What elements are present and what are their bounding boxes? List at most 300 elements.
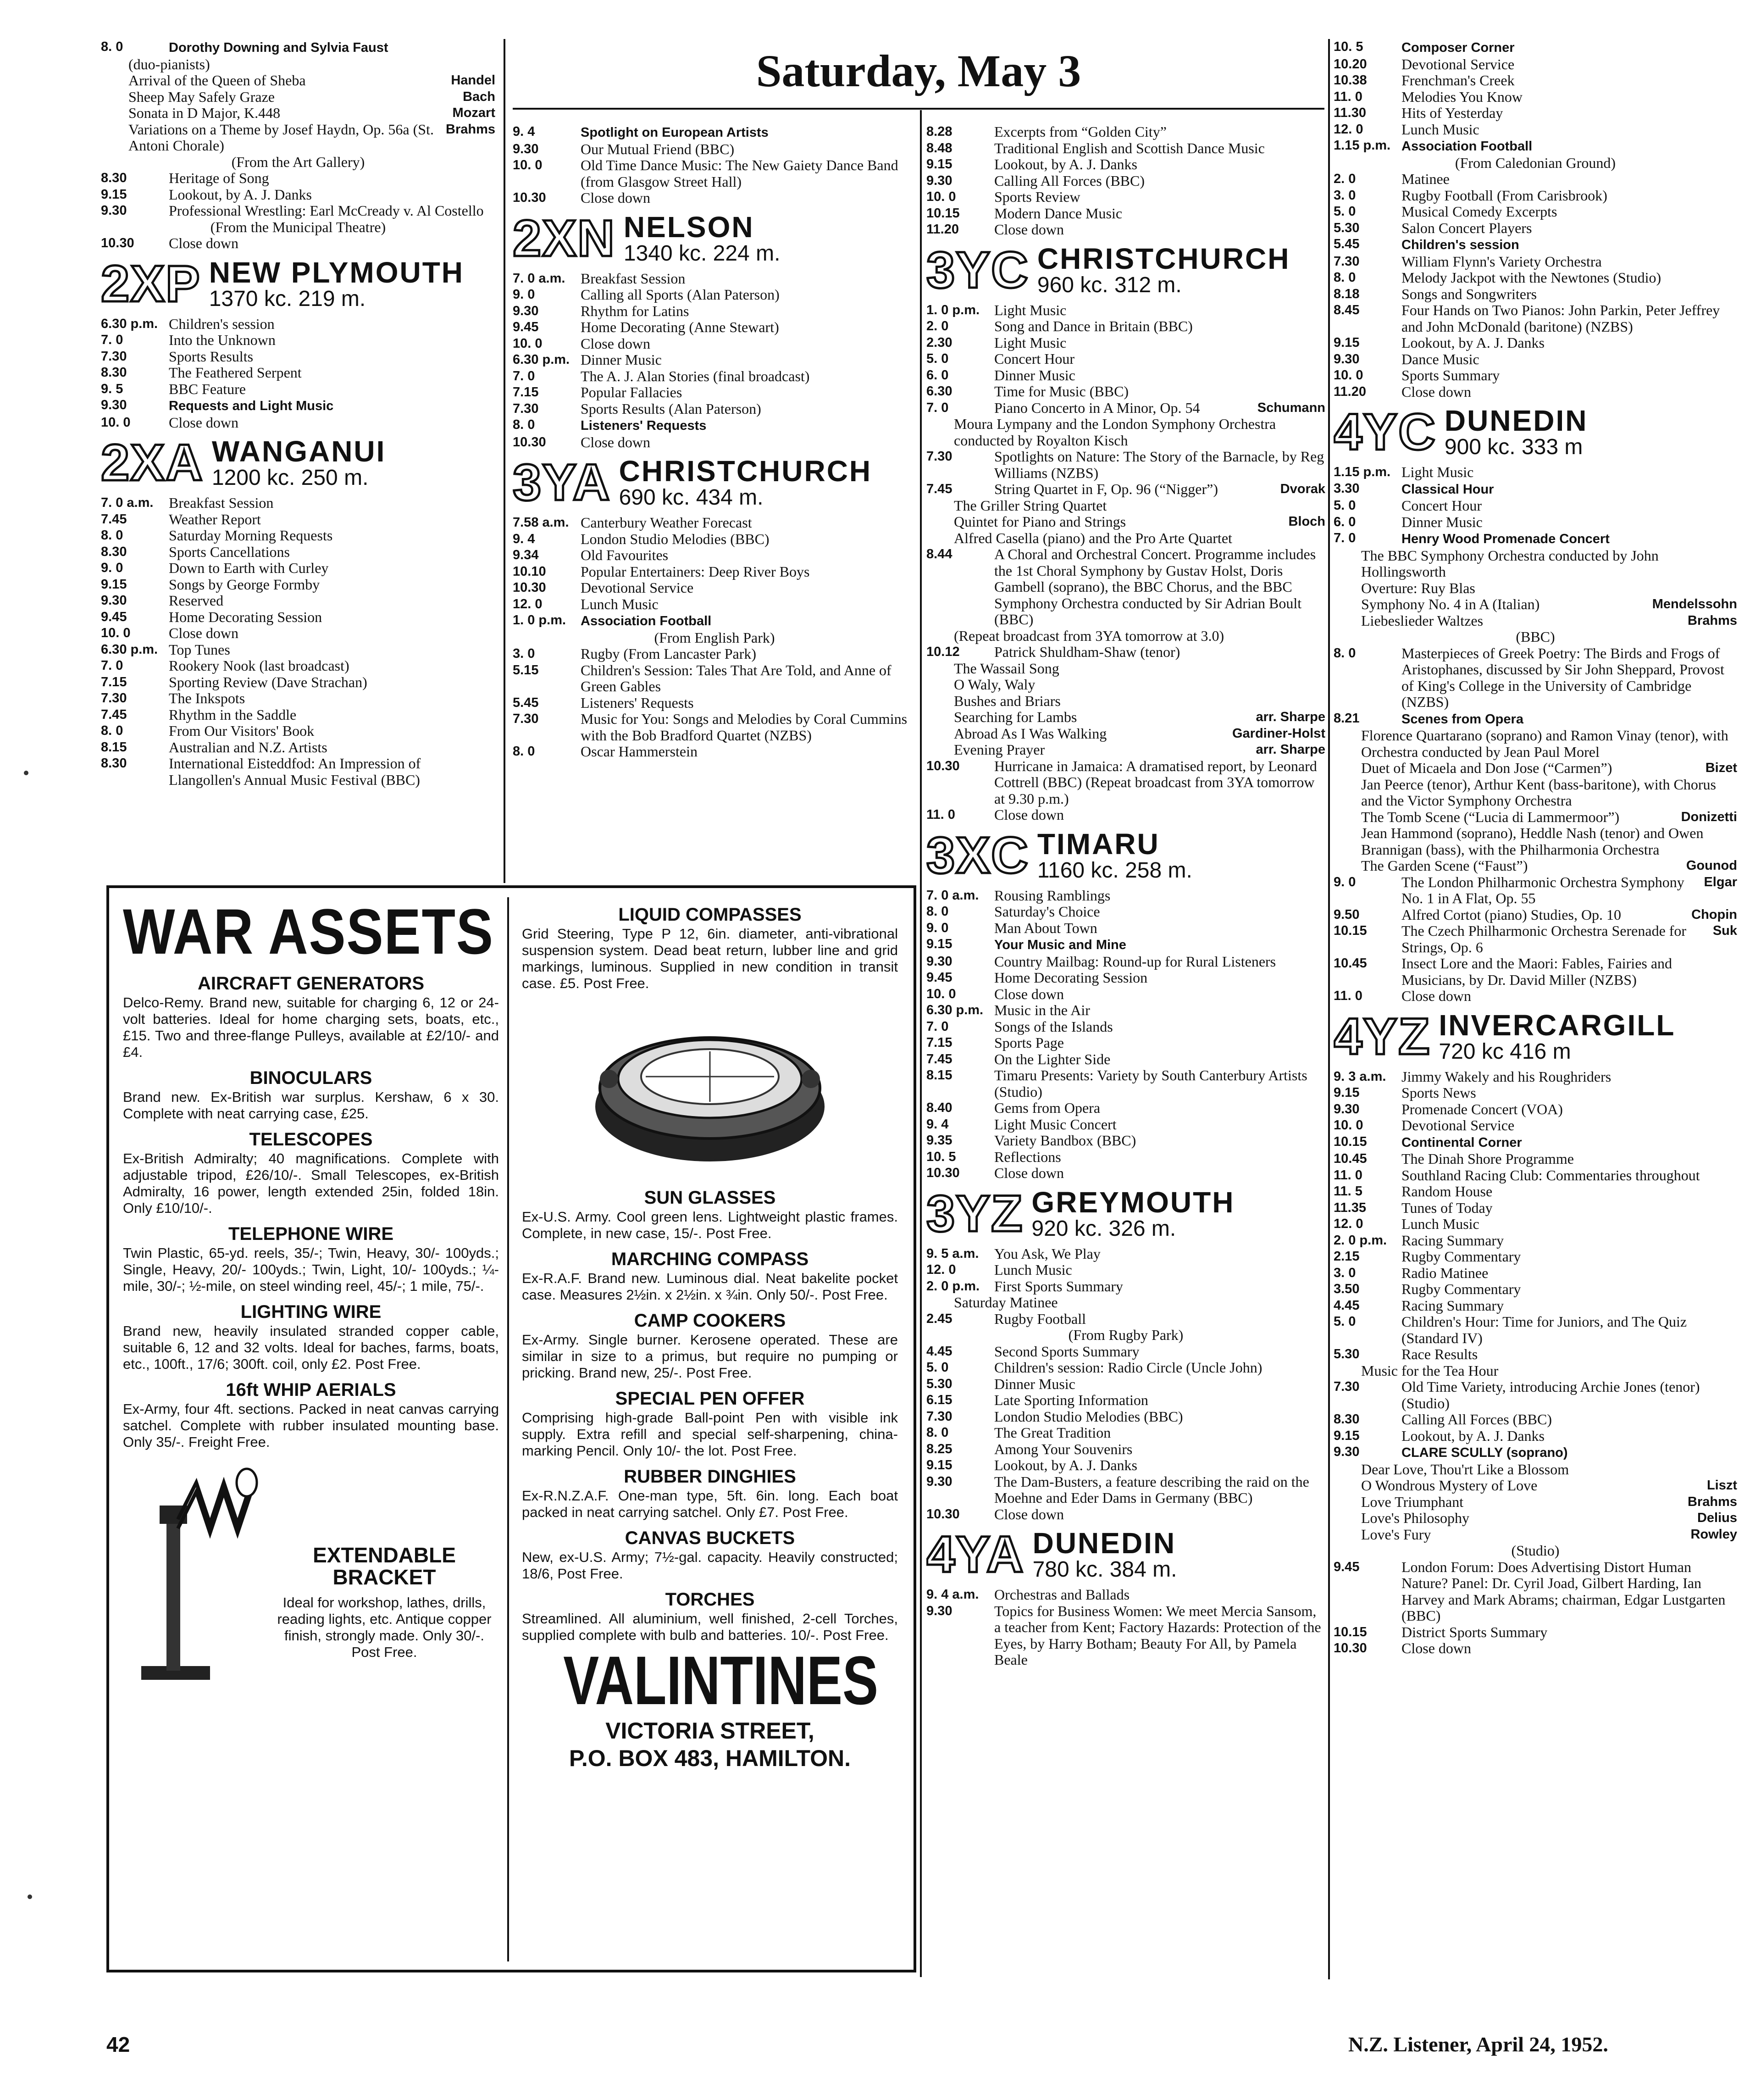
programme-item (101, 39, 495, 56)
programme-time: 8.28 (926, 124, 952, 139)
programme-text: Reflections (994, 1148, 1061, 1165)
programme-time: 9.30 (926, 1603, 952, 1618)
programme-title (581, 319, 916, 336)
programme-time: 9.45 (926, 970, 952, 985)
bracket-heading-2: BRACKET (332, 1565, 436, 1589)
programme-text: Close down (1401, 383, 1471, 400)
programme-time: 11.30 (1334, 106, 1366, 120)
programme-text: Timaru Presents: Variety by South Canterbury Artists (Studio) (994, 1067, 1307, 1100)
programme-item (101, 690, 495, 707)
programme-text: Hurricane in Jamaica: A dramatised report, by Leonard Cottrell (BBC) (Repeat broadcast from 3YA tomorrow at 9.30 p.m.) (994, 757, 1317, 807)
programme-text: Scenes from Opera (1401, 711, 1523, 727)
programme-item (1334, 1101, 1737, 1118)
programme-title (1401, 204, 1737, 220)
programme-time: 5. 0 (1334, 498, 1356, 513)
programme-item (1334, 1265, 1737, 1282)
column-1 (101, 39, 495, 788)
composer-name: Bloch (1288, 514, 1325, 529)
ad-section-body: Twin Plastic, 65-yd. reels, 35/-; Twin, Heavy, 30/- 100yds.; Single, Heavy, 20/- 100yds.; Twin, Light, 10/- 100yds.; ¼-mile, 30/-; ½-mile, on steel winding reel, 45/-; 1 mile, 75/-. (123, 1245, 499, 1294)
programme-item (513, 434, 916, 451)
programme-item (926, 1246, 1325, 1262)
programme-text: Close down (581, 335, 650, 352)
programme-text: String Quartet in F, Op. 96 (“Nigger”) (994, 481, 1218, 497)
programme-list (1334, 1069, 1737, 1657)
programme-time: 8. 0 (926, 904, 949, 919)
programme-list (513, 271, 916, 451)
programme-item (101, 495, 495, 511)
programme-text: Requests and Light Music (169, 399, 334, 413)
composer-name: arr. Sharpe (1256, 710, 1325, 724)
programme-time: 2.15 (1334, 1249, 1360, 1264)
programme-time: 8. 0 (101, 723, 123, 738)
programme-text: Rugby Commentary (1401, 1281, 1521, 1297)
programme-text: Classical Hour (1401, 482, 1494, 497)
programme-time: 9.15 (926, 937, 952, 951)
programme-text: Listeners' Requests (581, 694, 694, 711)
programme-time: 8.40 (926, 1100, 952, 1115)
programme-title (994, 936, 1325, 954)
programme-text: Lunch Music (581, 595, 659, 612)
programme-title (994, 1019, 1325, 1035)
detail-text: The Garden Scene (“Faust”) (1361, 857, 1528, 874)
programme-text: Close down (169, 235, 238, 251)
programme-text: Concert Hour (994, 350, 1075, 367)
programme-text: Variety Bandbox (BBC) (994, 1132, 1136, 1149)
programme-time: 8.15 (101, 739, 127, 755)
programme-list (101, 316, 495, 431)
programme-title (581, 336, 916, 352)
ad-title: WAR ASSETS (123, 895, 494, 967)
programme-item (926, 1376, 1325, 1393)
programme-text: Radio Matinee (1401, 1264, 1489, 1281)
programme-time: 7.15 (926, 1035, 952, 1050)
programme-title (994, 807, 1325, 823)
programme-time: 7. 0 (101, 333, 123, 347)
programme-detail (101, 72, 495, 89)
programme-title (994, 173, 1325, 189)
programme-text: The A. J. Alan Stories (final broadcast) (581, 367, 810, 384)
programme-title (994, 1246, 1325, 1262)
ad-section-heading: BINOCULARS (249, 1068, 372, 1088)
ad-section-body: Ex-Army, four 4ft. sections. Packed in neat canvas carrying satchel. Complete with rubber insulated mounting base. Only 35/-. Freight Free. (123, 1401, 499, 1450)
programme-item (926, 954, 1325, 970)
detail-text: Moura Lympany and the London Symphony Orchestra conducted by Royalton Kisch (954, 416, 1276, 449)
programme-title (169, 739, 495, 756)
programme-time: 1.15 p.m. (1334, 138, 1391, 153)
programme-time: 10.30 (926, 1166, 960, 1180)
programme-detail (1334, 1494, 1737, 1511)
programme-item (1334, 1134, 1737, 1151)
programme-title (994, 1311, 1325, 1328)
programme-text: Melody Jackpot with the Newtones (Studio) (1401, 269, 1661, 286)
programme-detail (1334, 760, 1737, 777)
programme-title (1401, 286, 1737, 303)
station-callsign: 3YA (513, 454, 611, 511)
programme-item (1334, 39, 1737, 56)
programme-time: 7. 0 (926, 400, 949, 415)
programme-item (1334, 270, 1737, 286)
programme-time: 7.45 (926, 482, 952, 496)
programme-item (1334, 711, 1737, 728)
programme-list (926, 302, 1325, 823)
programme-item (926, 189, 1325, 206)
programme-time: 12. 0 (926, 1262, 956, 1277)
programme-time: 8. 0 (101, 528, 123, 543)
programme-title (1401, 1624, 1737, 1641)
composer-name: Bizet (1705, 761, 1737, 775)
programme-text: Oscar Hammerstein (581, 743, 698, 760)
programme-text: Gems from Opera (994, 1100, 1101, 1116)
programme-text: Children's session (1401, 238, 1519, 252)
programme-text: Sporting Review (Dave Strachan) (169, 673, 367, 690)
programme-title (994, 351, 1325, 367)
programme-item (926, 449, 1325, 481)
programme-detail (926, 677, 1325, 693)
programme-title (169, 690, 495, 707)
programme-title (994, 318, 1325, 335)
programme-title (994, 986, 1325, 1003)
programme-text: Close down (169, 414, 238, 431)
station-city: DUNEDIN (1444, 404, 1588, 437)
programme-item (926, 481, 1325, 498)
programme-title (994, 954, 1325, 970)
station-callsign: 4YC (1334, 403, 1436, 461)
programme-item (926, 888, 1325, 904)
programme-text: Dinner Music (994, 1375, 1075, 1392)
programme-detail (1334, 1527, 1737, 1543)
programme-title (581, 596, 916, 613)
programme-time: 5. 0 (926, 1360, 949, 1375)
programme-item (1334, 481, 1737, 498)
programme-time: 9.15 (1334, 1428, 1360, 1443)
ad-section-body: Ex-R.A.F. Brand new. Luminous dial. Neat bakelite pocket case. Measures 2½in. x 2½in. x ¾in. Only 50/-. Post Free. (522, 1270, 898, 1303)
programme-text: Our Mutual Friend (BBC) (581, 140, 735, 157)
programme-time: 9.30 (513, 303, 539, 318)
ad-section-heading: RUBBER DINGHIES (624, 1467, 796, 1487)
programme-item (1334, 1624, 1737, 1641)
programme-time: 7.45 (926, 1051, 952, 1067)
programme-time: 10.30 (926, 1506, 960, 1522)
programme-item (926, 904, 1325, 920)
programme-detail (1334, 548, 1737, 580)
programme-item (1334, 464, 1737, 481)
composer-name: Schumann (1257, 400, 1325, 415)
programme-item (1334, 1428, 1737, 1444)
programme-title (581, 434, 916, 451)
column-4 (1334, 39, 1737, 1657)
programme-time: 9.15 (101, 187, 127, 202)
programme-time: 11. 0 (1334, 989, 1362, 1003)
programme-item (513, 662, 916, 695)
programme-detail (101, 154, 495, 171)
programme-item (926, 1425, 1325, 1441)
programme-list (513, 515, 916, 760)
programme-detail (1334, 596, 1737, 613)
programme-item (926, 1019, 1325, 1035)
programme-item (926, 124, 1325, 140)
programme-item (1334, 302, 1737, 335)
programme-item (926, 1278, 1325, 1295)
programme-time: 5.45 (513, 695, 539, 710)
programme-title (1401, 302, 1737, 335)
programme-title (1401, 1559, 1737, 1624)
programme-item (1334, 351, 1737, 368)
programme-title (581, 141, 916, 158)
programme-item (1334, 384, 1737, 400)
programme-text: Random House (1401, 1183, 1493, 1200)
programme-text: Late Sporting Information (994, 1392, 1148, 1408)
programme-title (1401, 907, 1737, 923)
programme-title (994, 124, 1325, 140)
programme-item (926, 1506, 1325, 1523)
composer-name: Elgar (1704, 874, 1737, 889)
programme-title (994, 920, 1325, 937)
station-info (1037, 829, 1192, 882)
detail-text: Alfred Casella (piano) and the Pro Arte Quartet (954, 529, 1232, 546)
programme-time: 7.30 (101, 691, 127, 706)
detail-text: The BBC Symphony Orchestra conducted by John Hollingsworth (1361, 547, 1659, 580)
programme-detail (926, 709, 1325, 726)
programme-text: The Dinah Shore Programme (1401, 1150, 1574, 1167)
programme-title (1401, 923, 1737, 956)
programme-detail (101, 89, 495, 106)
programme-text: Songs by George Formby (169, 576, 320, 593)
programme-text: Southland Racing Club: Commentaries throughout (1401, 1167, 1700, 1183)
programme-time: 5.30 (926, 1376, 952, 1391)
ad-section-heading: LIQUID COMPASSES (618, 905, 802, 925)
programme-text: Devotional Service (1401, 56, 1515, 72)
programme-text: Light Music (994, 334, 1067, 351)
programme-text: Light Music (1401, 464, 1474, 480)
programme-time: 9.45 (513, 320, 539, 334)
programme-detail (101, 56, 495, 73)
programme-detail (1334, 809, 1737, 826)
ad-section-heading: TORCHES (665, 1589, 755, 1610)
programme-time: 4.45 (926, 1344, 952, 1359)
programme-title (169, 658, 495, 674)
programme-text: Rugby (From Lancaster Park) (581, 645, 757, 662)
programme-time: 10.45 (1334, 956, 1367, 971)
programme-title (994, 1002, 1325, 1019)
programme-time: 9.50 (1334, 907, 1360, 922)
programme-time: 9.30 (1334, 351, 1360, 367)
programme-text: Topics for Business Women: We meet Mercia Sansom, a teacher from Kent; Factory Hazards: Protection of the Eyes, by Harry Botham; Beauty For All, by Pamela Beale (994, 1602, 1321, 1668)
programme-text: Lookout, by A. J. Danks (994, 156, 1137, 172)
detail-text: Symphony No. 4 in A (Italian) (1361, 596, 1540, 612)
programme-text: Concert Hour (1401, 497, 1482, 514)
programme-time: 2.45 (926, 1311, 952, 1326)
margin-mark (24, 771, 28, 775)
programme-item (1334, 874, 1737, 907)
programme-text: Calling all Sports (Alan Paterson) (581, 286, 780, 303)
programme-item (926, 1474, 1325, 1506)
programme-title (994, 367, 1325, 384)
programme-text: Canterbury Weather Forecast (581, 514, 752, 531)
programme-item (1334, 1379, 1737, 1411)
programme-title (1401, 1281, 1737, 1298)
programme-item (101, 739, 495, 756)
detail-text: Saturday Matinee (954, 1294, 1058, 1311)
programme-time: 9.30 (101, 593, 127, 608)
programme-title (994, 970, 1325, 986)
programme-text: Popular Entertainers: Deep River Boys (581, 563, 810, 580)
programme-title (1401, 645, 1737, 711)
programme-title (994, 1100, 1325, 1117)
ad-section-body: New, ex-U.S. Army; 7½-gal. capacity. Heavily constructed; 18/6, Post Free. (522, 1549, 898, 1582)
programme-detail (1334, 1363, 1737, 1379)
programme-title (1401, 1167, 1737, 1184)
programme-title (994, 1262, 1325, 1278)
programme-title (994, 449, 1325, 481)
programme-time: 9.30 (101, 398, 127, 412)
detail-text: (Repeat broadcast from 3YA tomorrow at 3.0) (954, 627, 1224, 644)
programme-time: 6.30 p.m. (926, 1003, 984, 1017)
programme-item (926, 1409, 1325, 1425)
programme-time: 6.15 (926, 1393, 952, 1407)
programme-text: Spotlights on Nature: The Story of the Barnacle, by Reg Williams (NZBS) (994, 448, 1324, 481)
programme-item (926, 1100, 1325, 1117)
continued-programme (513, 124, 916, 206)
station-3ya (513, 456, 916, 760)
programme-time: 10. 0 (1334, 368, 1363, 383)
programme-time: 8.44 (926, 547, 952, 561)
programme-time: 8.18 (1334, 286, 1360, 301)
programme-time: 8. 0 (101, 39, 123, 54)
programme-item (926, 1587, 1325, 1603)
station-3yz (926, 1184, 1325, 1523)
programme-text: Close down (994, 806, 1064, 823)
programme-text: Saturday's Choice (994, 903, 1100, 920)
programme-item (1334, 286, 1737, 303)
programme-item (926, 383, 1325, 400)
ad-section-body: Ex-Army. Single burner. Kerosene operated. These are similar in size to a primus, but require no pumping or pricking. Brand new, 25/-. Post Free. (522, 1332, 898, 1381)
composer-name: Brahms (1688, 1494, 1737, 1509)
programme-title (169, 365, 495, 381)
programme-item (926, 400, 1325, 417)
programme-title (169, 609, 495, 626)
programme-title (581, 417, 916, 434)
column-2 (513, 124, 916, 760)
programme-text: Sports News (1401, 1084, 1476, 1101)
composer-name: Mozart (452, 106, 495, 120)
ad-section-body: Delco-Remy. Brand new, suitable for charging 6, 12 or 24-volt batteries. Ideal for home charging sets, boats, etc., £15. Two and three-flange Pulleys, available at £2/10/- and £4. (123, 994, 499, 1060)
programme-title (581, 695, 916, 711)
programme-detail (926, 693, 1325, 710)
programme-text: Popular Fallacies (581, 384, 682, 400)
programme-time: 8. 0 (1334, 270, 1356, 285)
programme-text: Into the Unknown (169, 332, 276, 348)
station-3yc (926, 241, 1325, 823)
programme-text: The Inkspots (169, 690, 245, 706)
detail-text: Evening Prayer (954, 741, 1045, 758)
programme-title (1401, 464, 1737, 481)
bracket-block (123, 1464, 499, 1694)
detail-text: Love Triumphant (1361, 1493, 1464, 1510)
programme-title (994, 1376, 1325, 1393)
programme-title (1401, 122, 1737, 138)
programme-title (1401, 105, 1737, 122)
programme-list (101, 495, 495, 788)
programme-time: 8.21 (1334, 711, 1360, 726)
programme-detail (1334, 777, 1737, 809)
station-city: TIMARU (1037, 827, 1160, 861)
detail-text: The Tomb Scene (“Lucia di Lammermoor”) (1361, 808, 1620, 825)
programme-text: Old Time Dance Music: The New Gaiety Dance Band (from Glasgow Street Hall) (581, 157, 898, 190)
programme-item (926, 986, 1325, 1003)
programme-time: 8.30 (1334, 1412, 1360, 1427)
programme-time: 10.30 (513, 434, 546, 450)
detail-text: Abroad As I Was Walking (954, 725, 1107, 742)
detail-text: (From Caledonian Ground) (1455, 154, 1616, 171)
programme-time: 9.15 (926, 157, 952, 172)
programme-item (1334, 530, 1737, 548)
programme-item (513, 531, 916, 548)
programme-detail (926, 514, 1325, 530)
station-info (1439, 1010, 1675, 1063)
programme-title (994, 1117, 1325, 1133)
programme-title (1401, 236, 1737, 254)
programme-time: 10. 5 (1334, 39, 1363, 54)
programme-time: 9. 4 (513, 531, 535, 546)
programme-item (101, 316, 495, 333)
programme-time: 11. 0 (1334, 1167, 1362, 1183)
station-frequency: 720 kc 416 m (1439, 1039, 1571, 1064)
address-line-2: P.O. BOX 483, HAMILTON. (569, 1745, 851, 1771)
margin-mark (28, 1894, 32, 1899)
programme-title (1401, 530, 1737, 548)
programme-text: Melodies You Know (1401, 88, 1523, 105)
programme-title (994, 1392, 1325, 1409)
programme-item (926, 1051, 1325, 1068)
programme-title (994, 1457, 1325, 1474)
programme-time: 5. 0 (926, 351, 949, 366)
programme-item (926, 1165, 1325, 1182)
programme-time: 6.30 (926, 384, 952, 399)
programme-item (101, 235, 495, 252)
programme-time: 9.30 (926, 954, 952, 969)
date-rule (513, 108, 1324, 110)
programme-text: Alfred Cortot (piano) Studies, Op. 10 (1401, 906, 1622, 923)
ad-section-heading: LIGHTING WIRE (240, 1302, 382, 1322)
war-assets-advertisement (106, 885, 916, 1972)
station-callsign: 2XN (513, 209, 615, 267)
detail-text: Searching for Lambs (954, 709, 1077, 725)
programme-item (1334, 1249, 1737, 1265)
programme-time: 9.15 (1334, 335, 1360, 350)
programme-item (101, 642, 495, 658)
continued-programme (101, 39, 495, 252)
continued-programme (1334, 39, 1737, 400)
programme-detail (1334, 1510, 1737, 1527)
programme-text: Close down (994, 985, 1064, 1002)
composer-name: Gounod (1686, 858, 1737, 873)
programme-text: Sports Summary (1401, 367, 1500, 383)
programme-title (1401, 1200, 1737, 1217)
programme-item (1334, 1117, 1737, 1134)
detail-text: Jean Hammond (soprano), Heddle Nash (tenor) and Owen Brannigan (bass), with the Philharmonia Orchestra (1361, 825, 1704, 858)
programme-title (1401, 1411, 1737, 1428)
programme-text: Close down (581, 433, 650, 450)
programme-title (994, 1035, 1325, 1051)
programme-item (926, 970, 1325, 986)
programme-text: Salon Concert Players (1401, 219, 1532, 236)
programme-text: Top Tunes (169, 641, 230, 658)
programme-text: William Flynn's Variety Orchestra (1401, 253, 1602, 270)
station-2xa (101, 436, 495, 788)
programme-time: 10.30 (513, 190, 546, 205)
programme-item (926, 1311, 1325, 1328)
programme-detail (1334, 1543, 1737, 1559)
